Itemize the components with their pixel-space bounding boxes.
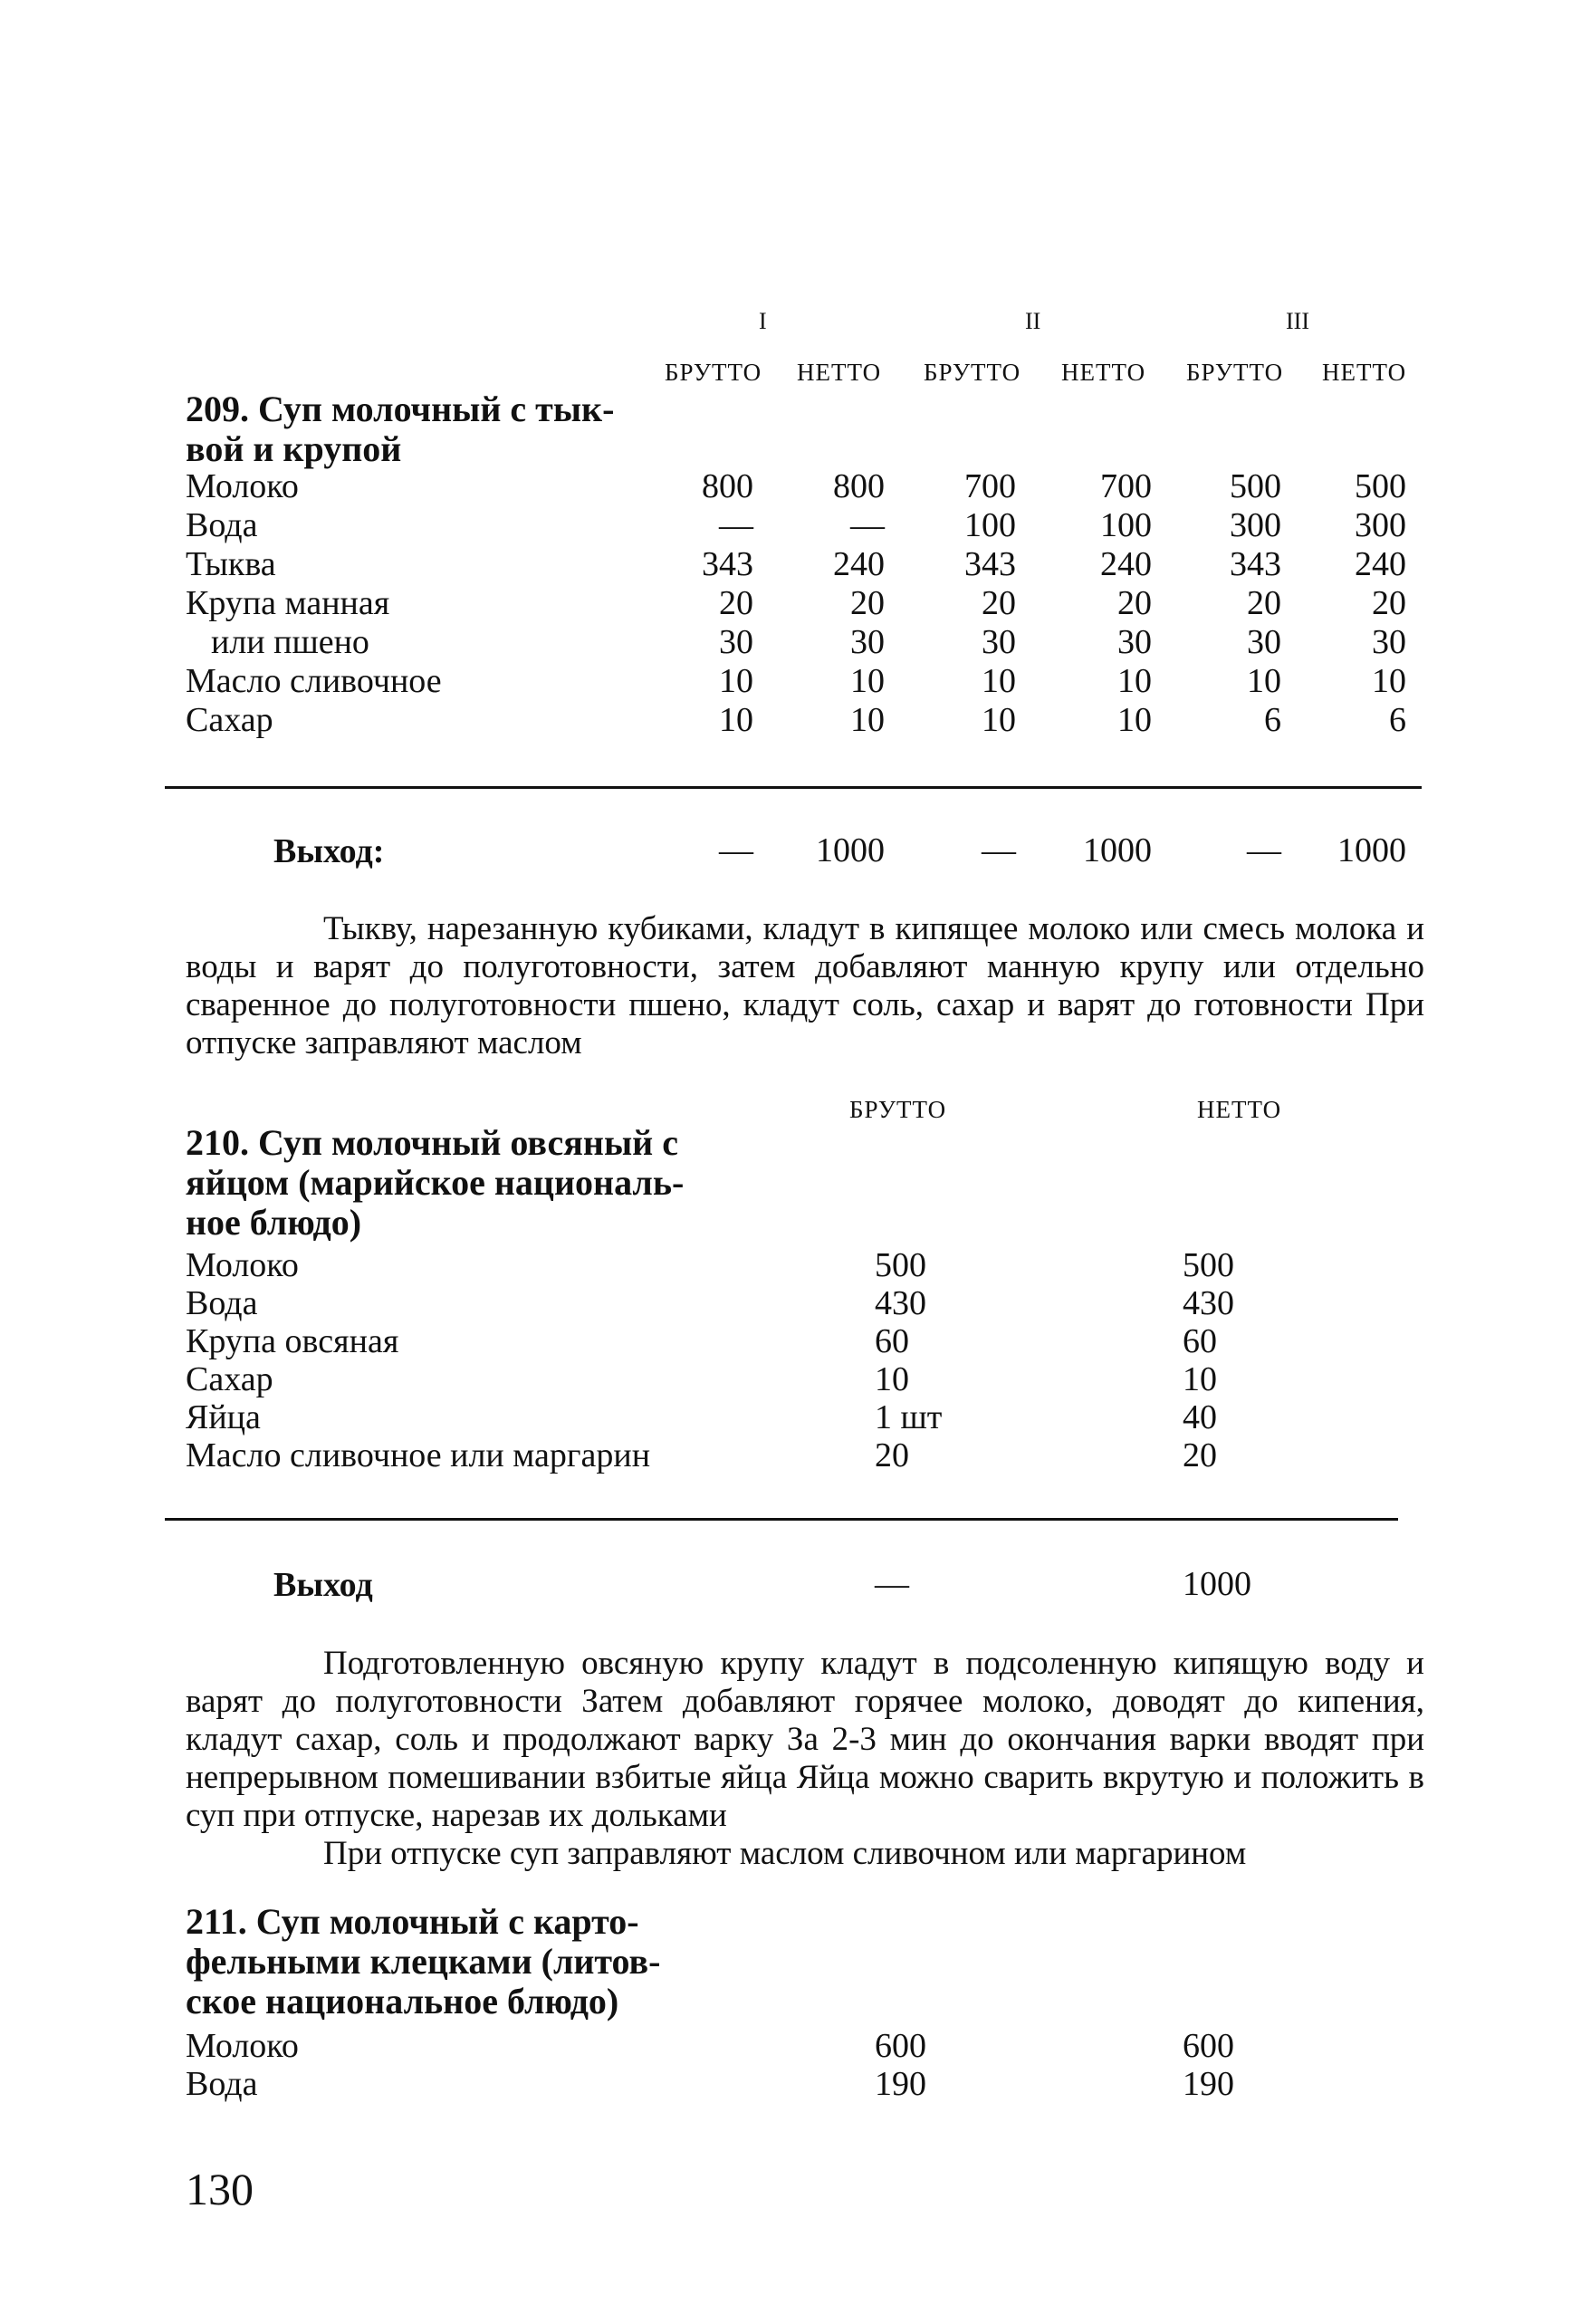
ingredient-value: 10 [1117,662,1152,700]
sub-header-brutto: БРУТТО [924,359,1021,386]
recipe-title-line: ное блюдо) [186,1202,362,1243]
table-row [0,2065,1581,2103]
ingredient-value: 10 [850,701,885,739]
ingredient-value: 10 [850,662,885,700]
ingredient-value: 10 [719,662,753,700]
ingredient-name: Масло сливочное или маргарин [186,1436,651,1474]
ingredient-value: 343 [1230,545,1281,583]
ingredient-value: 30 [1117,623,1152,661]
sub-header-netto: НЕТТО [797,359,882,386]
ingredient-value: 10 [982,701,1016,739]
ingredient-value: 30 [1247,623,1281,661]
ingredient-value: 500 [1355,467,1406,505]
ingredient-value: 600 [875,2027,926,2065]
ingredient-value: 700 [964,467,1016,505]
ingredient-value: 430 [875,1284,926,1322]
ingredient-value: 60 [1183,1322,1217,1360]
ingredient-value: 1 шт [875,1398,943,1436]
ingredient-value: 500 [875,1246,926,1284]
ingredient-name: Сахар [186,701,273,739]
recipe-title [186,1902,660,2021]
ingredient-value: 6 [1264,701,1281,739]
ingredient-value: 800 [702,467,753,505]
table-row [0,545,1581,584]
table-row [0,1360,1581,1398]
ingredient-name: Молоко [186,2027,299,2065]
column-header-3: III [1286,308,1309,334]
ingredient-value: 30 [1372,623,1406,661]
yield-label: Выход [273,1566,373,1604]
table-row [0,584,1581,623]
ingredient-value: 10 [1247,662,1281,700]
ingredient-value: 30 [850,623,885,661]
recipe-title [186,389,614,469]
ingredient-value: 10 [1117,701,1152,739]
ingredient-value: 20 [1183,1436,1217,1474]
ingredient-value: 60 [875,1322,909,1360]
ingredient-value: 10 [1372,662,1406,700]
ingredient-name: Тыква [186,545,276,583]
ingredient-value: 500 [1183,1246,1234,1284]
yield-value: — [1247,831,1281,869]
sub-header-brutto: БРУТТО [665,359,762,386]
column-header-1: I [759,308,767,334]
sub-header-brutto: БРУТТО [1186,359,1284,386]
yield-value: — [982,831,1016,869]
yield-value: 1000 [1337,831,1406,869]
ingredient-value: 30 [982,623,1016,661]
ingredient-value: — [719,506,753,544]
ingredient-value: 20 [875,1436,909,1474]
ingredient-name: Вода [186,506,258,544]
ingredient-value: 10 [1183,1360,1217,1398]
ingredient-name: Молоко [186,1246,299,1284]
ingredient-value: 20 [1117,584,1152,622]
ingredient-value: 20 [982,584,1016,622]
yield-row [0,1565,1581,1604]
yield-value: — [719,831,753,869]
sub-header-brutto: БРУТТО [849,1096,947,1123]
recipe-description [186,910,1424,1062]
page-number: 130 [186,2164,254,2214]
yield-value: 1000 [1083,831,1152,869]
sub-header-netto: НЕТТО [1197,1096,1282,1123]
ingredient-value: 100 [964,506,1016,544]
recipe-title [186,1123,684,1243]
ingredient-value: 20 [719,584,753,622]
ingredients-table [0,2027,1581,2103]
ingredient-value: 343 [964,545,1016,583]
ingredient-value: 190 [875,2065,926,2103]
ingredients-table [0,467,1581,740]
description-paragraph: Тыкву, нарезанную кубиками, кладут в кипящее молоко или смесь молока и воды и варят до полуготовности, затем добавляют манную крупу или отдельно сваренное до полуготовности пшено, кладут соль, сахар и варят до готовности При отпуске заправляют маслом [186,910,1424,1061]
description-paragraph: При отпуске суп заправляют маслом сливочном или маргарином [323,1835,1247,1872]
ingredient-value: 190 [1183,2065,1234,2103]
recipe-title-line: яйцом (марийское националь- [186,1162,685,1203]
ingredient-value: 20 [850,584,885,622]
ingredient-value: 10 [719,701,753,739]
ingredient-value: 300 [1230,506,1281,544]
ingredient-name: Крупа манная [186,584,390,622]
ingredient-name: Молоко [186,467,299,505]
ingredient-value: — [850,506,885,544]
ingredient-value: 430 [1183,1284,1234,1322]
ingredient-name: Масло сливочное [186,662,442,700]
table-row [0,1436,1581,1474]
yield-label: Выход: [273,832,385,870]
table-row [0,623,1581,662]
yield-value: 1000 [816,831,885,869]
ingredient-value: 240 [1355,545,1406,583]
table-row [0,662,1581,701]
table-row [0,467,1581,506]
yield-row [0,831,1581,870]
ingredient-value: 100 [1100,506,1152,544]
table-row [0,506,1581,545]
table-row [0,1284,1581,1322]
ingredient-name: Крупа овсяная [186,1322,399,1360]
sub-header-netto: НЕТТО [1061,359,1146,386]
ingredient-value: 500 [1230,467,1281,505]
table-row [0,1246,1581,1284]
sub-header-netto: НЕТТО [1322,359,1407,386]
ingredients-table [0,1246,1581,1474]
table-row [0,701,1581,740]
table-row [0,2027,1581,2065]
ingredient-name: Вода [186,2065,258,2103]
description-paragraph: Подготовленную овсяную крупу кладут в подсоленную кипящую воду и варят до полуготовности Затем добавляют горячее молоко, доводят до кипения, кладут сахар, соль и продолжают варку За 2-3 мин до окончания варки вводят при непрерывном помешивании взбитые яйца Яйца можно сварить вкрутую и положить в суп при отпуске, нарезав их дольками [186,1645,1424,1834]
ingredient-value: 20 [1247,584,1281,622]
ingredient-value: 700 [1100,467,1152,505]
ingredient-value: 800 [833,467,885,505]
recipe-description [186,1645,1424,1873]
table-divider [165,1518,1398,1521]
recipe-title-line: ское национальное блюдо) [186,1981,619,2021]
ingredient-name: или пшено [211,623,369,661]
table-row [0,1398,1581,1436]
recipe-title-line: 211. Суп молочный с карто- [186,1901,639,1942]
column-header-2: II [1025,308,1041,334]
recipe-title-line: вой и крупой [186,428,402,469]
ingredient-value: 600 [1183,2027,1234,2065]
ingredient-value: 240 [1100,545,1152,583]
yield-value: — [875,1565,909,1603]
table-divider [165,786,1422,789]
yield-value: 1000 [1183,1565,1251,1603]
ingredient-value: 10 [875,1360,909,1398]
table-row [0,1322,1581,1360]
recipe-title-line: 209. Суп молочный с тык- [186,389,615,429]
ingredient-value: 30 [719,623,753,661]
ingredient-value: 40 [1183,1398,1217,1436]
ingredient-value: 343 [702,545,753,583]
ingredient-name: Вода [186,1284,258,1322]
ingredient-value: 10 [982,662,1016,700]
ingredient-value: 6 [1389,701,1406,739]
ingredient-name: Сахар [186,1360,273,1398]
recipe-title-line: 210. Суп молочный овсяный с [186,1122,678,1163]
ingredient-value: 20 [1372,584,1406,622]
recipe-title-line: фельными клецками (литов- [186,1941,661,1982]
ingredient-value: 300 [1355,506,1406,544]
ingredient-value: 240 [833,545,885,583]
ingredient-name: Яйца [186,1398,261,1436]
